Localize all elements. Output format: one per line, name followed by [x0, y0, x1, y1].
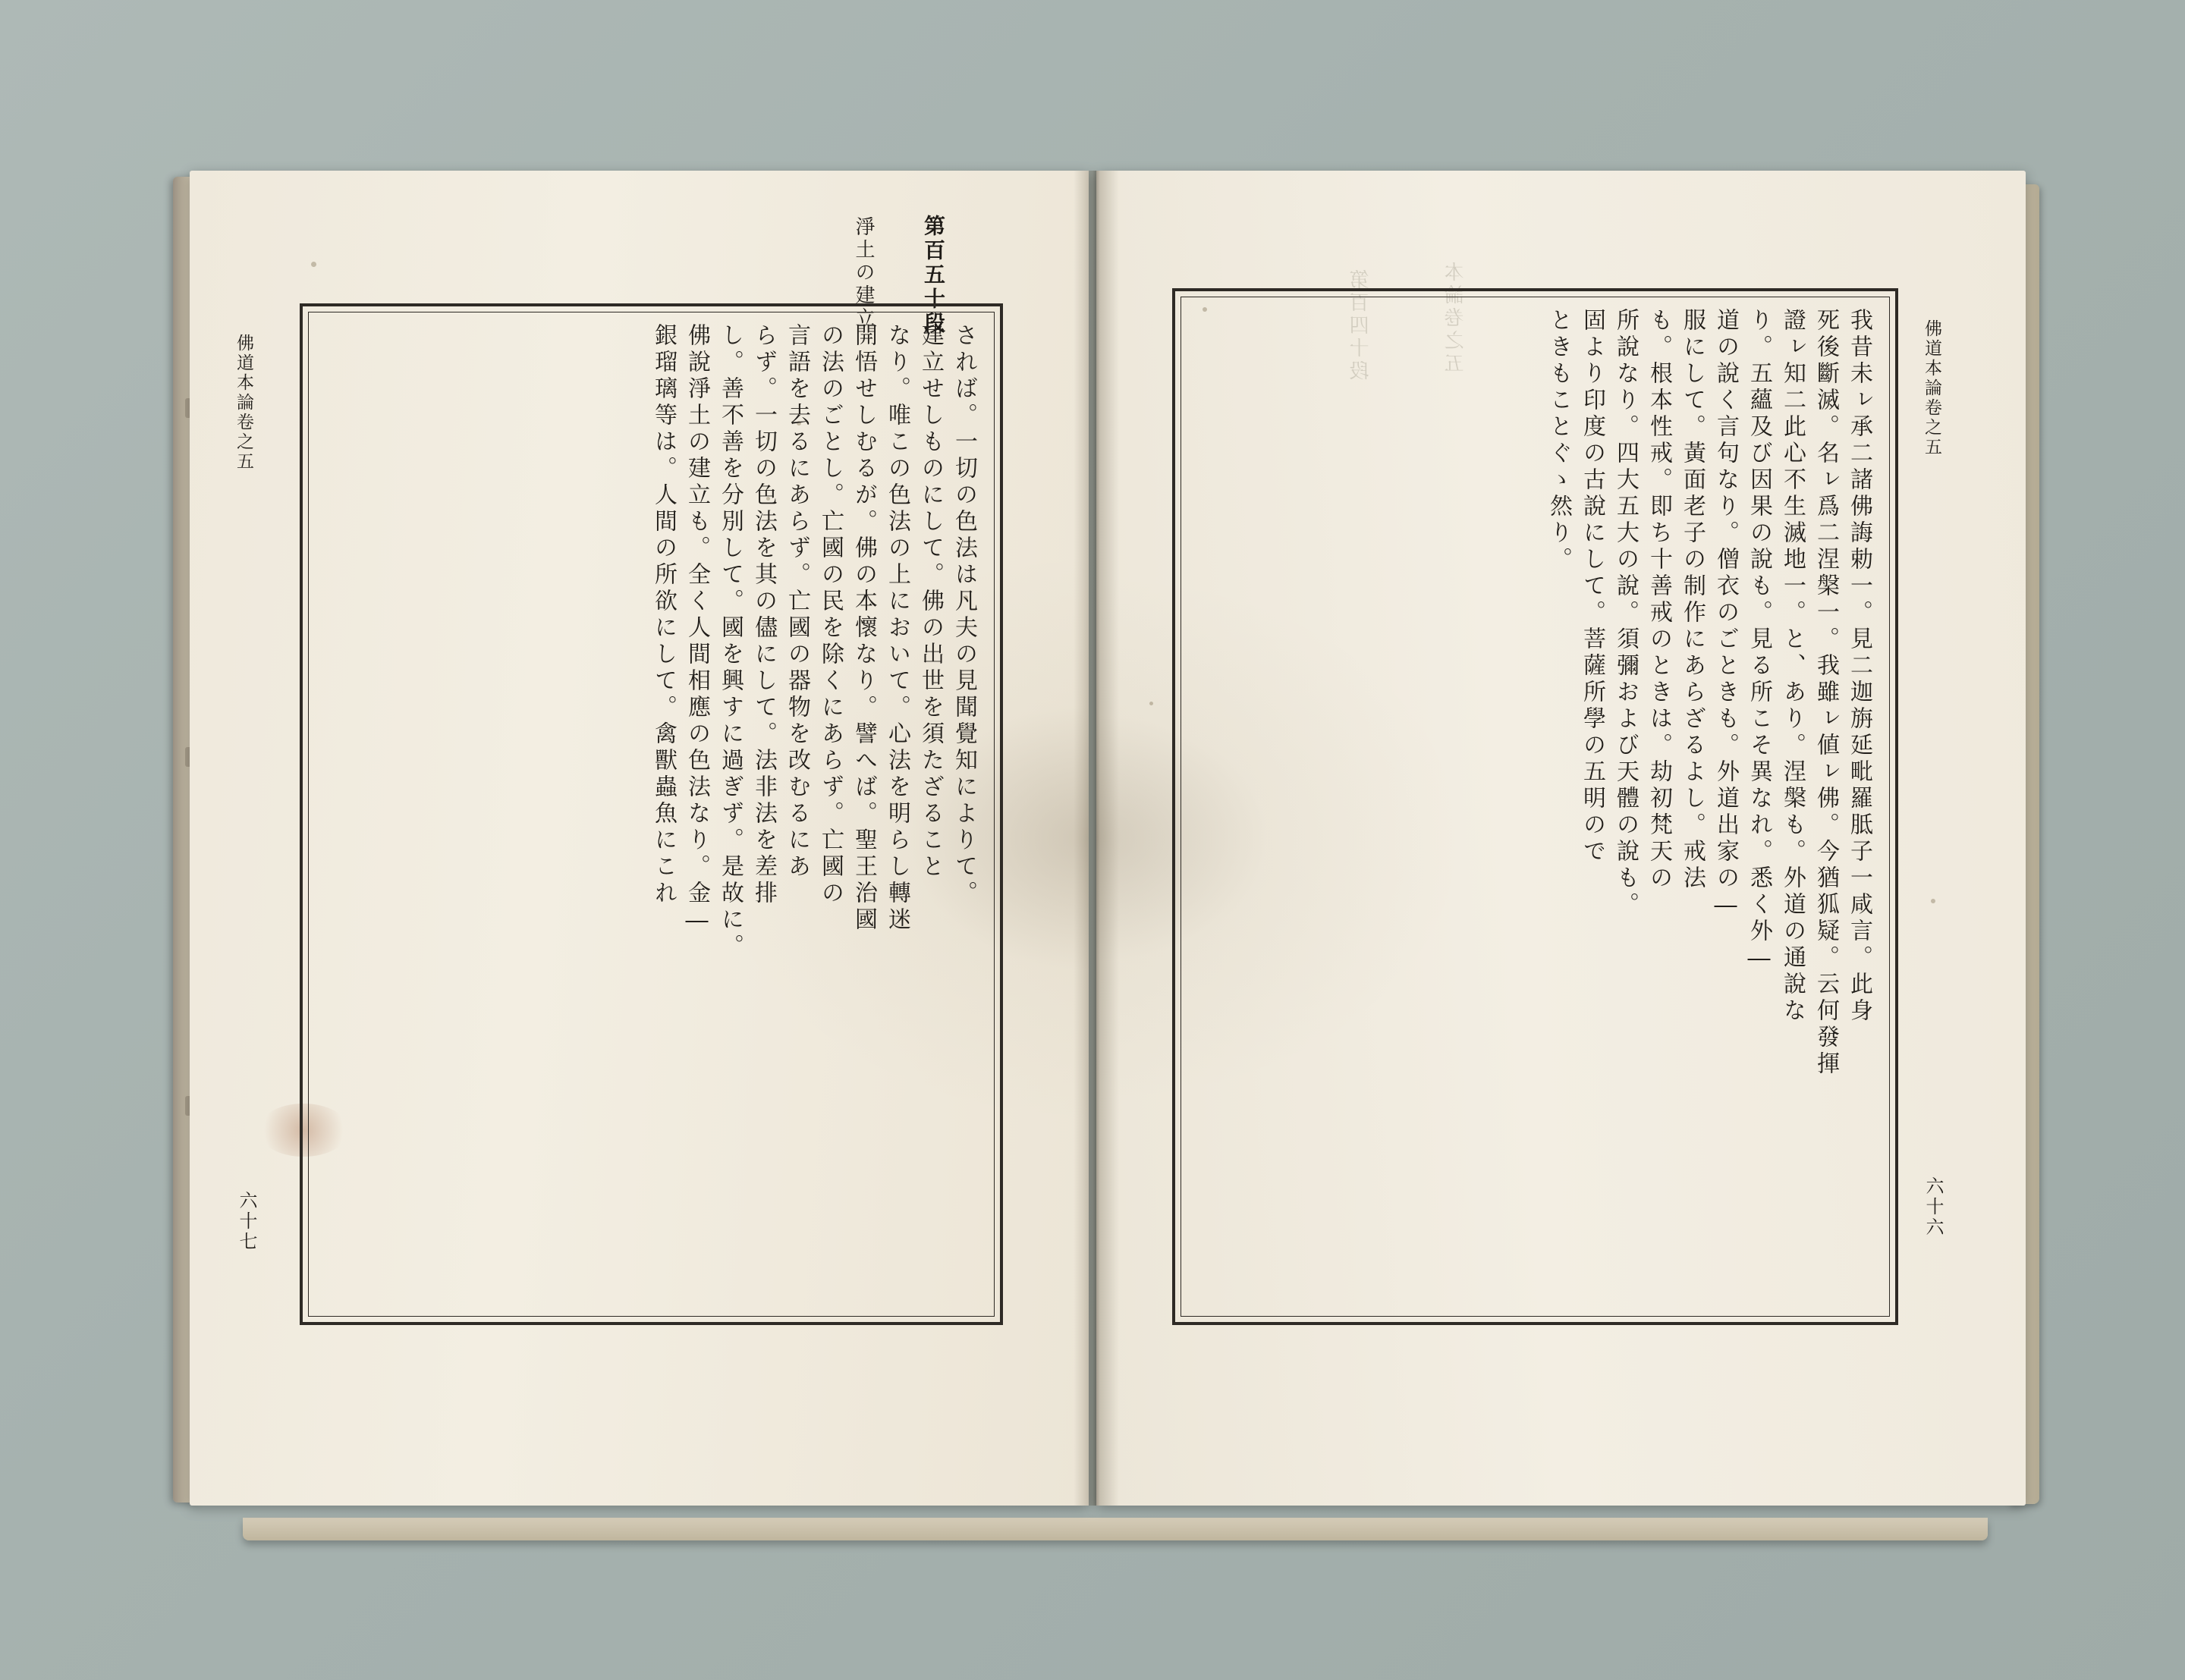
text-column: 道の說く言句なり。僧衣のごときも。外道出家の― — [1712, 308, 1739, 922]
text-column: らず。一切の色法を其の儘にして。法非法を差排 — [750, 323, 777, 907]
right-page — [1096, 171, 2026, 1506]
text-column: 建立せしものにして。佛の出世を須たざること — [917, 323, 944, 881]
text-column: の法のごとし。亡國の民を除くにあらず。亡國の — [817, 323, 844, 907]
text-columns-left — [322, 323, 980, 1305]
paper-speck — [1931, 899, 1935, 903]
text-column: ときもことぐゝ然り。 — [1545, 308, 1572, 573]
page-number-left: 六十七 — [236, 1191, 257, 1252]
text-column: 言語を去るにあらず。亡國の器物を改むるにあ — [784, 323, 810, 881]
text-columns-right — [1195, 308, 1875, 1305]
left-page — [190, 171, 1089, 1506]
paper-speck — [311, 262, 316, 267]
text-column: 佛說淨土の建立も。全く人間相應の色法なり。金― — [684, 323, 710, 937]
running-title-right: 佛道本論卷之五 — [1922, 319, 1941, 457]
text-column: 我昔未ㇾ承二諸佛誨勅一。見二迦旃延毗羅胝子一咸言。此身 — [1846, 308, 1872, 1025]
paper-speck — [1149, 702, 1153, 705]
text-frame-right — [1172, 288, 1898, 1325]
page-number-right: 六十六 — [1922, 1176, 1944, 1238]
text-column: 開悟せしむるが。佛の本懷なり。譬へば。聖王治國 — [850, 323, 877, 934]
text-column: 所說なり。四大五大の說。須彌および天體の說も。 — [1612, 308, 1639, 919]
running-title-left: 佛道本論卷之五 — [234, 334, 253, 472]
text-column: 銀瑠璃等は。人間の所欲にして。禽獸蟲魚にこれ — [650, 323, 677, 907]
open-book — [190, 171, 2026, 1528]
page-block-bottom-edge — [243, 1518, 1988, 1540]
bleed-through-text: 第百四十段 — [1350, 269, 1372, 383]
text-column: 死後斷滅。名ㇾ爲二涅槃一。我雖ㇾ値ㇾ佛。今猶狐疑。云何發揮 — [1812, 308, 1839, 1078]
section-title: 淨土の建立 — [852, 216, 875, 330]
bleed-through-text: 本論卷之五 — [1445, 262, 1467, 375]
text-column: 服にして。黃面老子の制作にあらざるよし。戒法 — [1679, 308, 1706, 892]
text-column: り。五蘊及び因果の說も。見る所こそ異なれ。悉く外― — [1746, 308, 1772, 975]
text-column: し。善不善を分別して。國を興すに過ぎず。是故に。 — [717, 323, 744, 960]
text-column: なり。唯この色法の上において。心法を明らし轉迷 — [884, 323, 910, 934]
text-column: 證ㇾ知二此心不生滅地一。と、あり。涅槃も。外道の通說な — [1779, 308, 1806, 1025]
section-marker: 第百五十段 — [921, 215, 946, 336]
text-frame-left — [300, 303, 1003, 1325]
text-column: されば。一切の色法は凡夫の見聞覺知によりて。 — [951, 323, 977, 907]
text-column: 固より印度の古說にして。菩薩所學の五明ので — [1579, 308, 1605, 865]
text-column: も。根本性戒。即ち十善戒のときは。劫初梵天の — [1646, 308, 1672, 892]
